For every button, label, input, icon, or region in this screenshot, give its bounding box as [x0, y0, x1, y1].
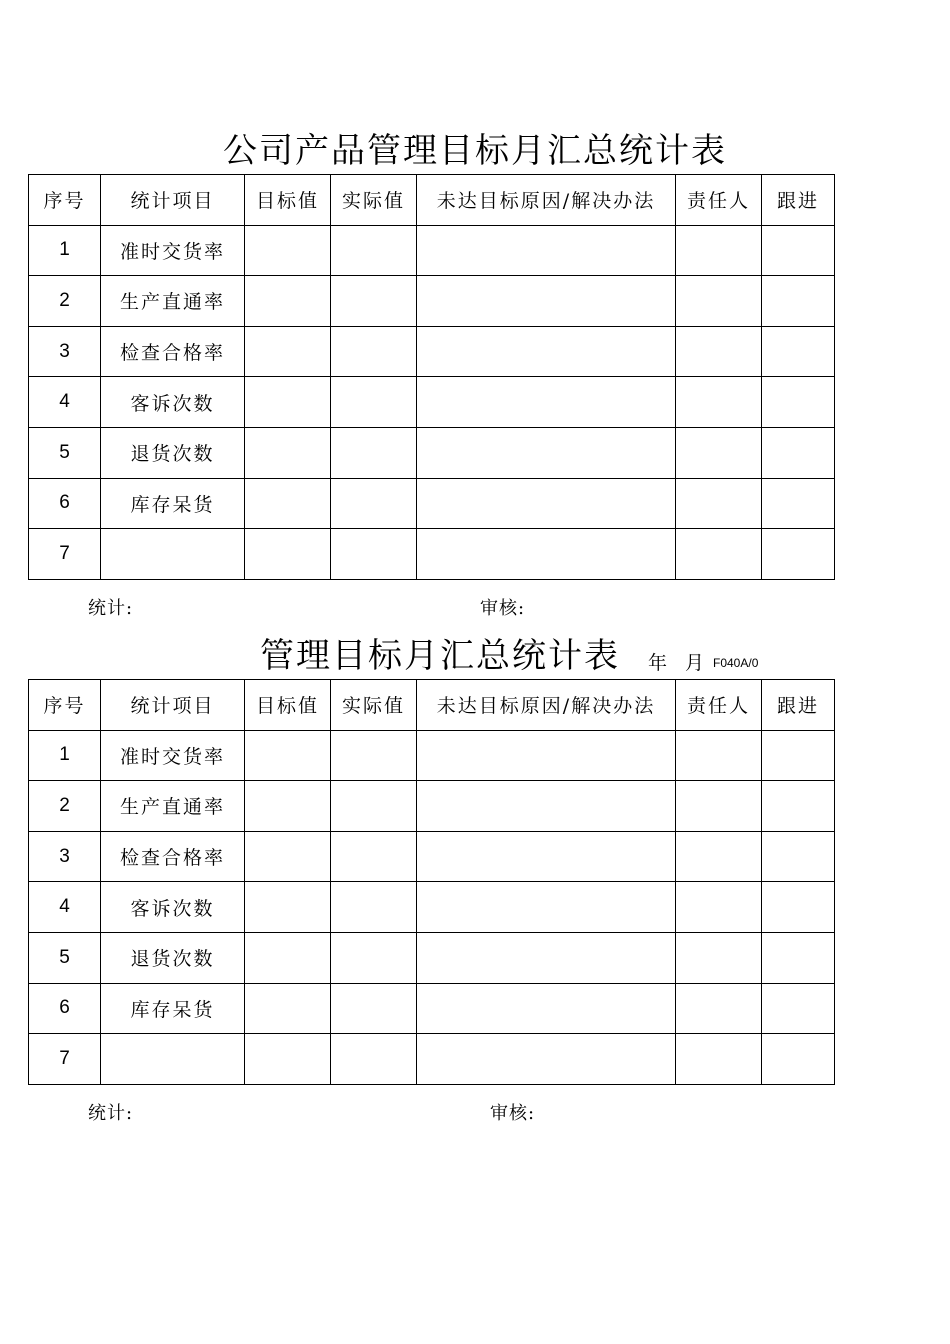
- followup-cell[interactable]: [762, 478, 835, 529]
- owner-cell[interactable]: [676, 831, 762, 882]
- owner-cell[interactable]: [676, 730, 762, 781]
- row-item: 库存呆货: [101, 478, 245, 529]
- month-label: 月: [685, 652, 709, 674]
- table-row: [29, 326, 835, 377]
- row-seq: 2: [29, 276, 101, 327]
- reason-cell[interactable]: [417, 478, 676, 529]
- reason-cell[interactable]: [417, 730, 676, 781]
- header-reason: 未达目标原因/解决办法: [417, 680, 676, 731]
- target-cell[interactable]: [245, 932, 331, 983]
- target-cell[interactable]: [245, 478, 331, 529]
- form2-review-label: 审核:: [490, 1103, 536, 1124]
- year-label: 年: [648, 652, 672, 674]
- row-item: 库存呆货: [101, 983, 245, 1034]
- actual-cell[interactable]: [331, 276, 417, 327]
- owner-cell[interactable]: [676, 276, 762, 327]
- form1-stat-label: 统计:: [88, 598, 134, 619]
- row-seq: 7: [29, 529, 101, 580]
- table-row: [29, 831, 835, 882]
- row-seq: 5: [29, 932, 101, 983]
- reason-cell[interactable]: [417, 932, 676, 983]
- followup-cell[interactable]: [762, 882, 835, 933]
- row-item: 检查合格率: [101, 831, 245, 882]
- owner-cell[interactable]: [676, 529, 762, 580]
- actual-cell[interactable]: [331, 932, 417, 983]
- row-seq: 1: [29, 730, 101, 781]
- table-row: [29, 529, 835, 580]
- reason-cell[interactable]: [417, 882, 676, 933]
- followup-cell[interactable]: [762, 529, 835, 580]
- reason-cell[interactable]: [417, 326, 676, 377]
- target-cell[interactable]: [245, 377, 331, 428]
- form1-table: [28, 174, 835, 580]
- table-row: [29, 1034, 835, 1085]
- owner-cell[interactable]: [676, 225, 762, 276]
- header-followup: 跟进: [762, 175, 835, 226]
- table-header-row: [29, 175, 835, 226]
- followup-cell[interactable]: [762, 276, 835, 327]
- owner-cell[interactable]: [676, 478, 762, 529]
- form1-review-label: 审核:: [480, 598, 526, 619]
- followup-cell[interactable]: [762, 427, 835, 478]
- row-seq: 3: [29, 326, 101, 377]
- header-owner: 责任人: [676, 175, 762, 226]
- followup-cell[interactable]: [762, 1034, 835, 1085]
- actual-cell[interactable]: [331, 529, 417, 580]
- header-target: 目标值: [245, 680, 331, 731]
- row-item: 客诉次数: [101, 882, 245, 933]
- reason-cell[interactable]: [417, 276, 676, 327]
- owner-cell[interactable]: [676, 781, 762, 832]
- actual-cell[interactable]: [331, 831, 417, 882]
- table-row: [29, 882, 835, 933]
- target-cell[interactable]: [245, 781, 331, 832]
- row-item: 生产直通率: [101, 781, 245, 832]
- actual-cell[interactable]: [331, 326, 417, 377]
- row-seq: 6: [29, 478, 101, 529]
- followup-cell[interactable]: [762, 225, 835, 276]
- table-header-row: [29, 680, 835, 731]
- owner-cell[interactable]: [676, 427, 762, 478]
- row-seq: 5: [29, 427, 101, 478]
- reason-cell[interactable]: [417, 377, 676, 428]
- form2-stat-label: 统计:: [88, 1103, 134, 1124]
- row-item: 退货次数: [101, 427, 245, 478]
- table-row: [29, 983, 835, 1034]
- row-seq: 2: [29, 781, 101, 832]
- owner-cell[interactable]: [676, 882, 762, 933]
- target-cell[interactable]: [245, 1034, 331, 1085]
- followup-cell[interactable]: [762, 932, 835, 983]
- row-item: 准时交货率: [101, 225, 245, 276]
- target-cell[interactable]: [245, 276, 331, 327]
- reason-cell[interactable]: [417, 225, 676, 276]
- form2-table: [28, 679, 835, 1085]
- reason-cell[interactable]: [417, 529, 676, 580]
- owner-cell[interactable]: [676, 1034, 762, 1085]
- reason-cell[interactable]: [417, 831, 676, 882]
- header-followup: 跟进: [762, 680, 835, 731]
- header-reason: 未达目标原因/解决办法: [417, 175, 676, 226]
- row-seq: 4: [29, 377, 101, 428]
- row-item: 准时交货率: [101, 730, 245, 781]
- actual-cell[interactable]: [331, 1034, 417, 1085]
- table-row: [29, 932, 835, 983]
- header-owner: 责任人: [676, 680, 762, 731]
- actual-cell[interactable]: [331, 781, 417, 832]
- row-item: 客诉次数: [101, 377, 245, 428]
- reason-cell[interactable]: [417, 1034, 676, 1085]
- table-row: [29, 730, 835, 781]
- target-cell[interactable]: [245, 831, 331, 882]
- header-actual: 实际值: [331, 680, 417, 731]
- year-month-field: [648, 648, 722, 675]
- reason-cell[interactable]: [417, 781, 676, 832]
- target-cell[interactable]: [245, 427, 331, 478]
- row-seq: 3: [29, 831, 101, 882]
- row-item: 生产直通率: [101, 276, 245, 327]
- table-row: [29, 377, 835, 428]
- reason-cell[interactable]: [417, 427, 676, 478]
- actual-cell[interactable]: [331, 983, 417, 1034]
- table-row: [29, 781, 835, 832]
- table-row: [29, 276, 835, 327]
- actual-cell[interactable]: [331, 730, 417, 781]
- target-cell[interactable]: [245, 225, 331, 276]
- actual-cell[interactable]: [331, 377, 417, 428]
- row-seq: 7: [29, 1034, 101, 1085]
- header-target: 目标值: [245, 175, 331, 226]
- row-item: 检查合格率: [101, 326, 245, 377]
- followup-cell[interactable]: [762, 983, 835, 1034]
- actual-cell[interactable]: [331, 427, 417, 478]
- row-item[interactable]: [101, 1034, 245, 1085]
- followup-cell[interactable]: [762, 326, 835, 377]
- followup-cell[interactable]: [762, 781, 835, 832]
- followup-cell[interactable]: [762, 831, 835, 882]
- table-row: [29, 225, 835, 276]
- header-item: 统计项目: [101, 680, 245, 731]
- row-item[interactable]: [101, 529, 245, 580]
- owner-cell[interactable]: [676, 377, 762, 428]
- row-seq: 1: [29, 225, 101, 276]
- header-seq: 序号: [29, 680, 101, 731]
- reason-cell[interactable]: [417, 983, 676, 1034]
- table-row: [29, 427, 835, 478]
- followup-cell[interactable]: [762, 730, 835, 781]
- target-cell[interactable]: [245, 983, 331, 1034]
- owner-cell[interactable]: [676, 983, 762, 1034]
- form2-title: 管理目标月汇总统计表: [260, 636, 620, 676]
- actual-cell[interactable]: [331, 478, 417, 529]
- header-actual: 实际值: [331, 175, 417, 226]
- form-code: F040A/0: [713, 656, 759, 670]
- row-seq: 6: [29, 983, 101, 1034]
- header-seq: 序号: [29, 175, 101, 226]
- owner-cell[interactable]: [676, 932, 762, 983]
- target-cell[interactable]: [245, 882, 331, 933]
- form1-title: 公司产品管理目标月汇总统计表: [223, 131, 727, 171]
- target-cell[interactable]: [245, 529, 331, 580]
- header-item: 统计项目: [101, 175, 245, 226]
- target-cell[interactable]: [245, 730, 331, 781]
- row-seq: 4: [29, 882, 101, 933]
- owner-cell[interactable]: [676, 326, 762, 377]
- actual-cell[interactable]: [331, 882, 417, 933]
- target-cell[interactable]: [245, 326, 331, 377]
- table-row: [29, 478, 835, 529]
- row-item: 退货次数: [101, 932, 245, 983]
- followup-cell[interactable]: [762, 377, 835, 428]
- actual-cell[interactable]: [331, 225, 417, 276]
